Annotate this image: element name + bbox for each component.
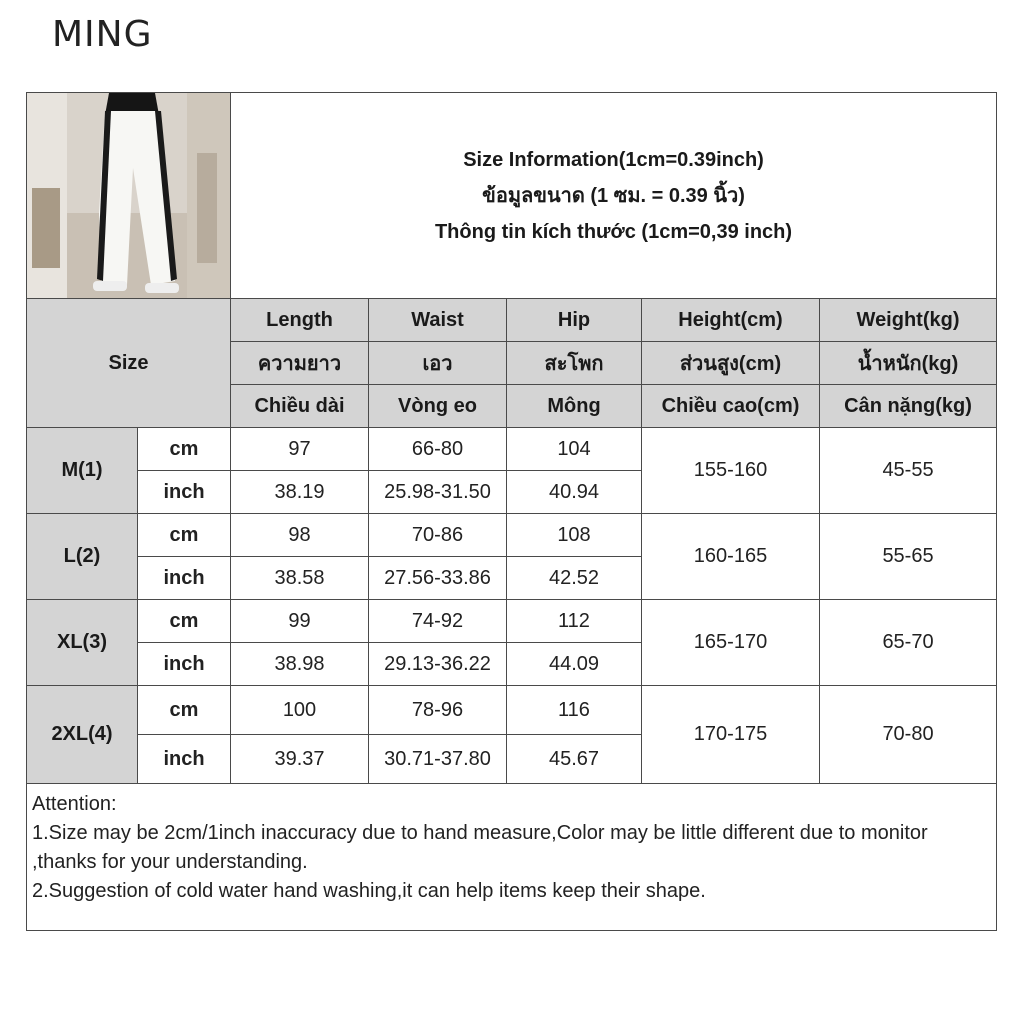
hip-cm: 108 [507, 514, 642, 557]
size-row-l-cm [27, 514, 997, 557]
unit-cm: cm [138, 600, 231, 643]
weight-range: 55-65 [820, 514, 997, 600]
col-height-en: Height(cm) [642, 299, 820, 342]
height-range: 170-175 [642, 686, 820, 784]
product-photo-cell [27, 93, 231, 299]
length-cm: 99 [231, 600, 369, 643]
pants-model-image [27, 93, 230, 298]
length-cm: 98 [231, 514, 369, 557]
waist-inch: 27.56-33.86 [369, 557, 507, 600]
height-range: 155-160 [642, 428, 820, 514]
col-length-vi: Chiều dài [231, 385, 369, 428]
col-weight-th: น้ำหนัก(kg) [820, 342, 997, 385]
col-weight-en: Weight(kg) [820, 299, 997, 342]
size-name-l: L(2) [27, 514, 138, 600]
unit-inch: inch [138, 471, 231, 514]
brand-logo: MING [52, 14, 153, 55]
hip-cm: 104 [507, 428, 642, 471]
length-inch: 39.37 [231, 735, 369, 784]
length-inch: 38.98 [231, 643, 369, 686]
length-cm: 97 [231, 428, 369, 471]
col-length-th: ความยาว [231, 342, 369, 385]
height-range: 160-165 [642, 514, 820, 600]
waist-cm: 78-96 [369, 686, 507, 735]
unit-inch: inch [138, 643, 231, 686]
waist-cm: 70-86 [369, 514, 507, 557]
size-row-xl-cm [27, 600, 997, 643]
length-inch: 38.19 [231, 471, 369, 514]
unit-inch: inch [138, 557, 231, 600]
info-line-vi: Thông tin kích thước (1cm=0,39 inch) [434, 220, 793, 243]
weight-range: 45-55 [820, 428, 997, 514]
waist-cm: 74-92 [369, 600, 507, 643]
weight-range: 70-80 [820, 686, 997, 784]
size-row-m-cm [27, 428, 997, 471]
col-waist-th: เอว [369, 342, 507, 385]
col-length-en: Length [231, 299, 369, 342]
size-name-2xl: 2XL(4) [27, 686, 138, 784]
hip-inch: 44.09 [507, 643, 642, 686]
product-photo [27, 93, 230, 298]
attention-notes [27, 784, 997, 931]
attention-title: Attention: [32, 793, 117, 815]
unit-cm: cm [138, 428, 231, 471]
hip-inch: 40.94 [507, 471, 642, 514]
col-weight-vi: Cân nặng(kg) [820, 385, 997, 428]
unit-cm: cm [138, 686, 231, 735]
height-range: 165-170 [642, 600, 820, 686]
hip-cm: 112 [507, 600, 642, 643]
size-name-m: M(1) [27, 428, 138, 514]
col-height-vi: Chiều cao(cm) [642, 385, 820, 428]
col-waist-en: Waist [369, 299, 507, 342]
col-height-th: ส่วนสูง(cm) [642, 342, 820, 385]
info-line-th: ข้อมูลขนาด (1 ซม. = 0.39 นิ้ว) [482, 184, 745, 207]
hip-cm: 116 [507, 686, 642, 735]
size-chart-table [26, 92, 997, 931]
col-hip-en: Hip [507, 299, 642, 342]
waist-cm: 66-80 [369, 428, 507, 471]
length-cm: 100 [231, 686, 369, 735]
waist-inch: 25.98-31.50 [369, 471, 507, 514]
waist-inch: 29.13-36.22 [369, 643, 507, 686]
info-line-en: Size Information(1cm=0.39inch) [463, 148, 764, 171]
col-hip-th: สะโพก [507, 342, 642, 385]
unit-cm: cm [138, 514, 231, 557]
length-inch: 38.58 [231, 557, 369, 600]
column-header-en [27, 299, 997, 342]
attention-note-2: 2.Suggestion of cold water hand washing,it can help items keep their shape. [32, 880, 706, 902]
size-info-title [231, 93, 997, 299]
size-name-xl: XL(3) [27, 600, 138, 686]
hip-inch: 42.52 [507, 557, 642, 600]
waist-inch: 30.71-37.80 [369, 735, 507, 784]
weight-range: 65-70 [820, 600, 997, 686]
size-header: Size [27, 299, 231, 428]
col-hip-vi: Mông [507, 385, 642, 428]
attention-note-1: 1.Size may be 2cm/1inch inaccuracy due to hand measure,Color may be little different due to monitor ,thanks for your understanding. [32, 822, 928, 873]
hip-inch: 45.67 [507, 735, 642, 784]
chart-header-row [27, 93, 997, 299]
col-waist-vi: Vòng eo [369, 385, 507, 428]
attention-row [27, 784, 997, 931]
size-row-2xl-cm [27, 686, 997, 735]
unit-inch: inch [138, 735, 231, 784]
